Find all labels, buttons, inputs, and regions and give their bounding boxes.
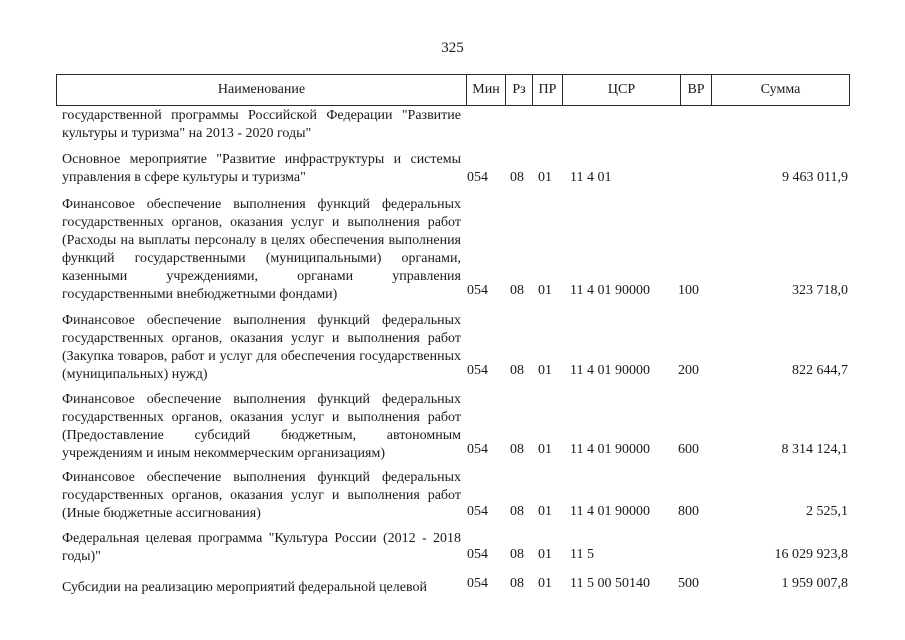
row-pr: 01 xyxy=(538,170,552,185)
row-rz: 08 xyxy=(510,547,524,562)
row-pr: 01 xyxy=(538,504,552,519)
table-row xyxy=(62,312,850,384)
row-sum: 16 029 923,8 xyxy=(774,547,848,562)
row-name: Субсидии на реализацию мероприятий федеральной целевой xyxy=(62,580,427,595)
header-vr: ВР xyxy=(680,75,711,105)
row-vr: 600 xyxy=(678,442,699,457)
row-name: Федеральная целевая программа "Культура России (2012 - 2018 годы)" xyxy=(62,531,461,564)
row-name: Финансовое обеспечение выполнения функций федеральных государственных органов, оказания услуг и выполнения работ (Расходы на выплаты персоналу в целях обеспечения выполнения функций государственными (муниципальными) органами, казенными учреждениями, органами управления государственными внебюджетными фондами) xyxy=(62,197,461,302)
header-name: Наименование xyxy=(217,82,306,97)
row-pr: 01 xyxy=(538,442,552,457)
row-pr: 01 xyxy=(538,576,552,591)
page-number: 325 xyxy=(441,40,464,56)
row-csr: 11 4 01 90000 xyxy=(570,283,650,298)
row-csr: 11 4 01 90000 xyxy=(570,442,650,457)
row-min: 054 xyxy=(467,283,488,298)
row-sum: 9 463 011,9 xyxy=(782,170,848,185)
table-row xyxy=(62,469,850,523)
row-rz: 08 xyxy=(510,442,524,457)
row-sum: 822 644,7 xyxy=(792,363,848,378)
row-rz: 08 xyxy=(510,363,524,378)
header-pr: ПР xyxy=(532,75,562,105)
row-vr: 500 xyxy=(678,576,699,591)
row-vr: 800 xyxy=(678,504,699,519)
row-name: Основное мероприятие "Развитие инфраструктуры и системы управления в сфере культуры и туризма" xyxy=(62,152,461,185)
row-csr: 11 5 00 50140 xyxy=(570,576,650,591)
row-name: Финансовое обеспечение выполнения функций федеральных государственных органов, оказания услуг и выполнения работ (Иные бюджетные ассигнования) xyxy=(62,470,461,521)
row-pr: 01 xyxy=(538,547,552,562)
table-header xyxy=(56,74,850,106)
row-csr: 11 4 01 xyxy=(570,170,612,185)
row-rz: 08 xyxy=(510,283,524,298)
row-min: 054 xyxy=(467,363,488,378)
row-sum: 2 525,1 xyxy=(806,504,848,519)
header-min: Мин xyxy=(466,75,505,105)
row-rz: 08 xyxy=(510,170,524,185)
row-csr: 11 4 01 90000 xyxy=(570,504,650,519)
row-vr: 200 xyxy=(678,363,699,378)
table-row xyxy=(62,530,850,566)
row-pr: 01 xyxy=(538,363,552,378)
row-csr: 11 4 01 90000 xyxy=(570,363,650,378)
table-row xyxy=(62,107,850,143)
row-rz: 08 xyxy=(510,504,524,519)
row-min: 054 xyxy=(467,576,488,591)
row-vr: 100 xyxy=(678,283,699,298)
row-sum: 8 314 124,1 xyxy=(781,442,848,457)
row-sum: 1 959 007,8 xyxy=(781,576,848,591)
row-csr: 11 5 xyxy=(570,547,594,562)
header-csr: ЦСР xyxy=(562,75,680,105)
table-row xyxy=(62,391,850,463)
row-min: 054 xyxy=(467,504,488,519)
header-rz: Рз xyxy=(505,75,532,105)
row-name: Финансовое обеспечение выполнения функций федеральных государственных органов, оказания услуг и выполнения работ (Предоставление субсидий бюджетным, автономным учреждениям и иным некоммерческим организациям) xyxy=(62,392,461,461)
row-sum: 323 718,0 xyxy=(792,283,848,298)
row-rz: 08 xyxy=(510,576,524,591)
row-name: государственной программы Российской Федерации "Развитие культуры и туризма" на 2013 - 2020 годы" xyxy=(62,108,461,141)
row-name: Финансовое обеспечение выполнения функций федеральных государственных органов, оказания услуг и выполнения работ (Закупка товаров, работ и услуг для обеспечения государственных (муниципальных) нужд) xyxy=(62,313,461,382)
table-row xyxy=(62,151,850,187)
row-min: 054 xyxy=(467,547,488,562)
row-min: 054 xyxy=(467,442,488,457)
row-min: 054 xyxy=(467,170,488,185)
table-row xyxy=(62,575,850,605)
header-sum: Сумма xyxy=(711,75,849,105)
row-pr: 01 xyxy=(538,283,552,298)
table-row xyxy=(62,196,850,304)
